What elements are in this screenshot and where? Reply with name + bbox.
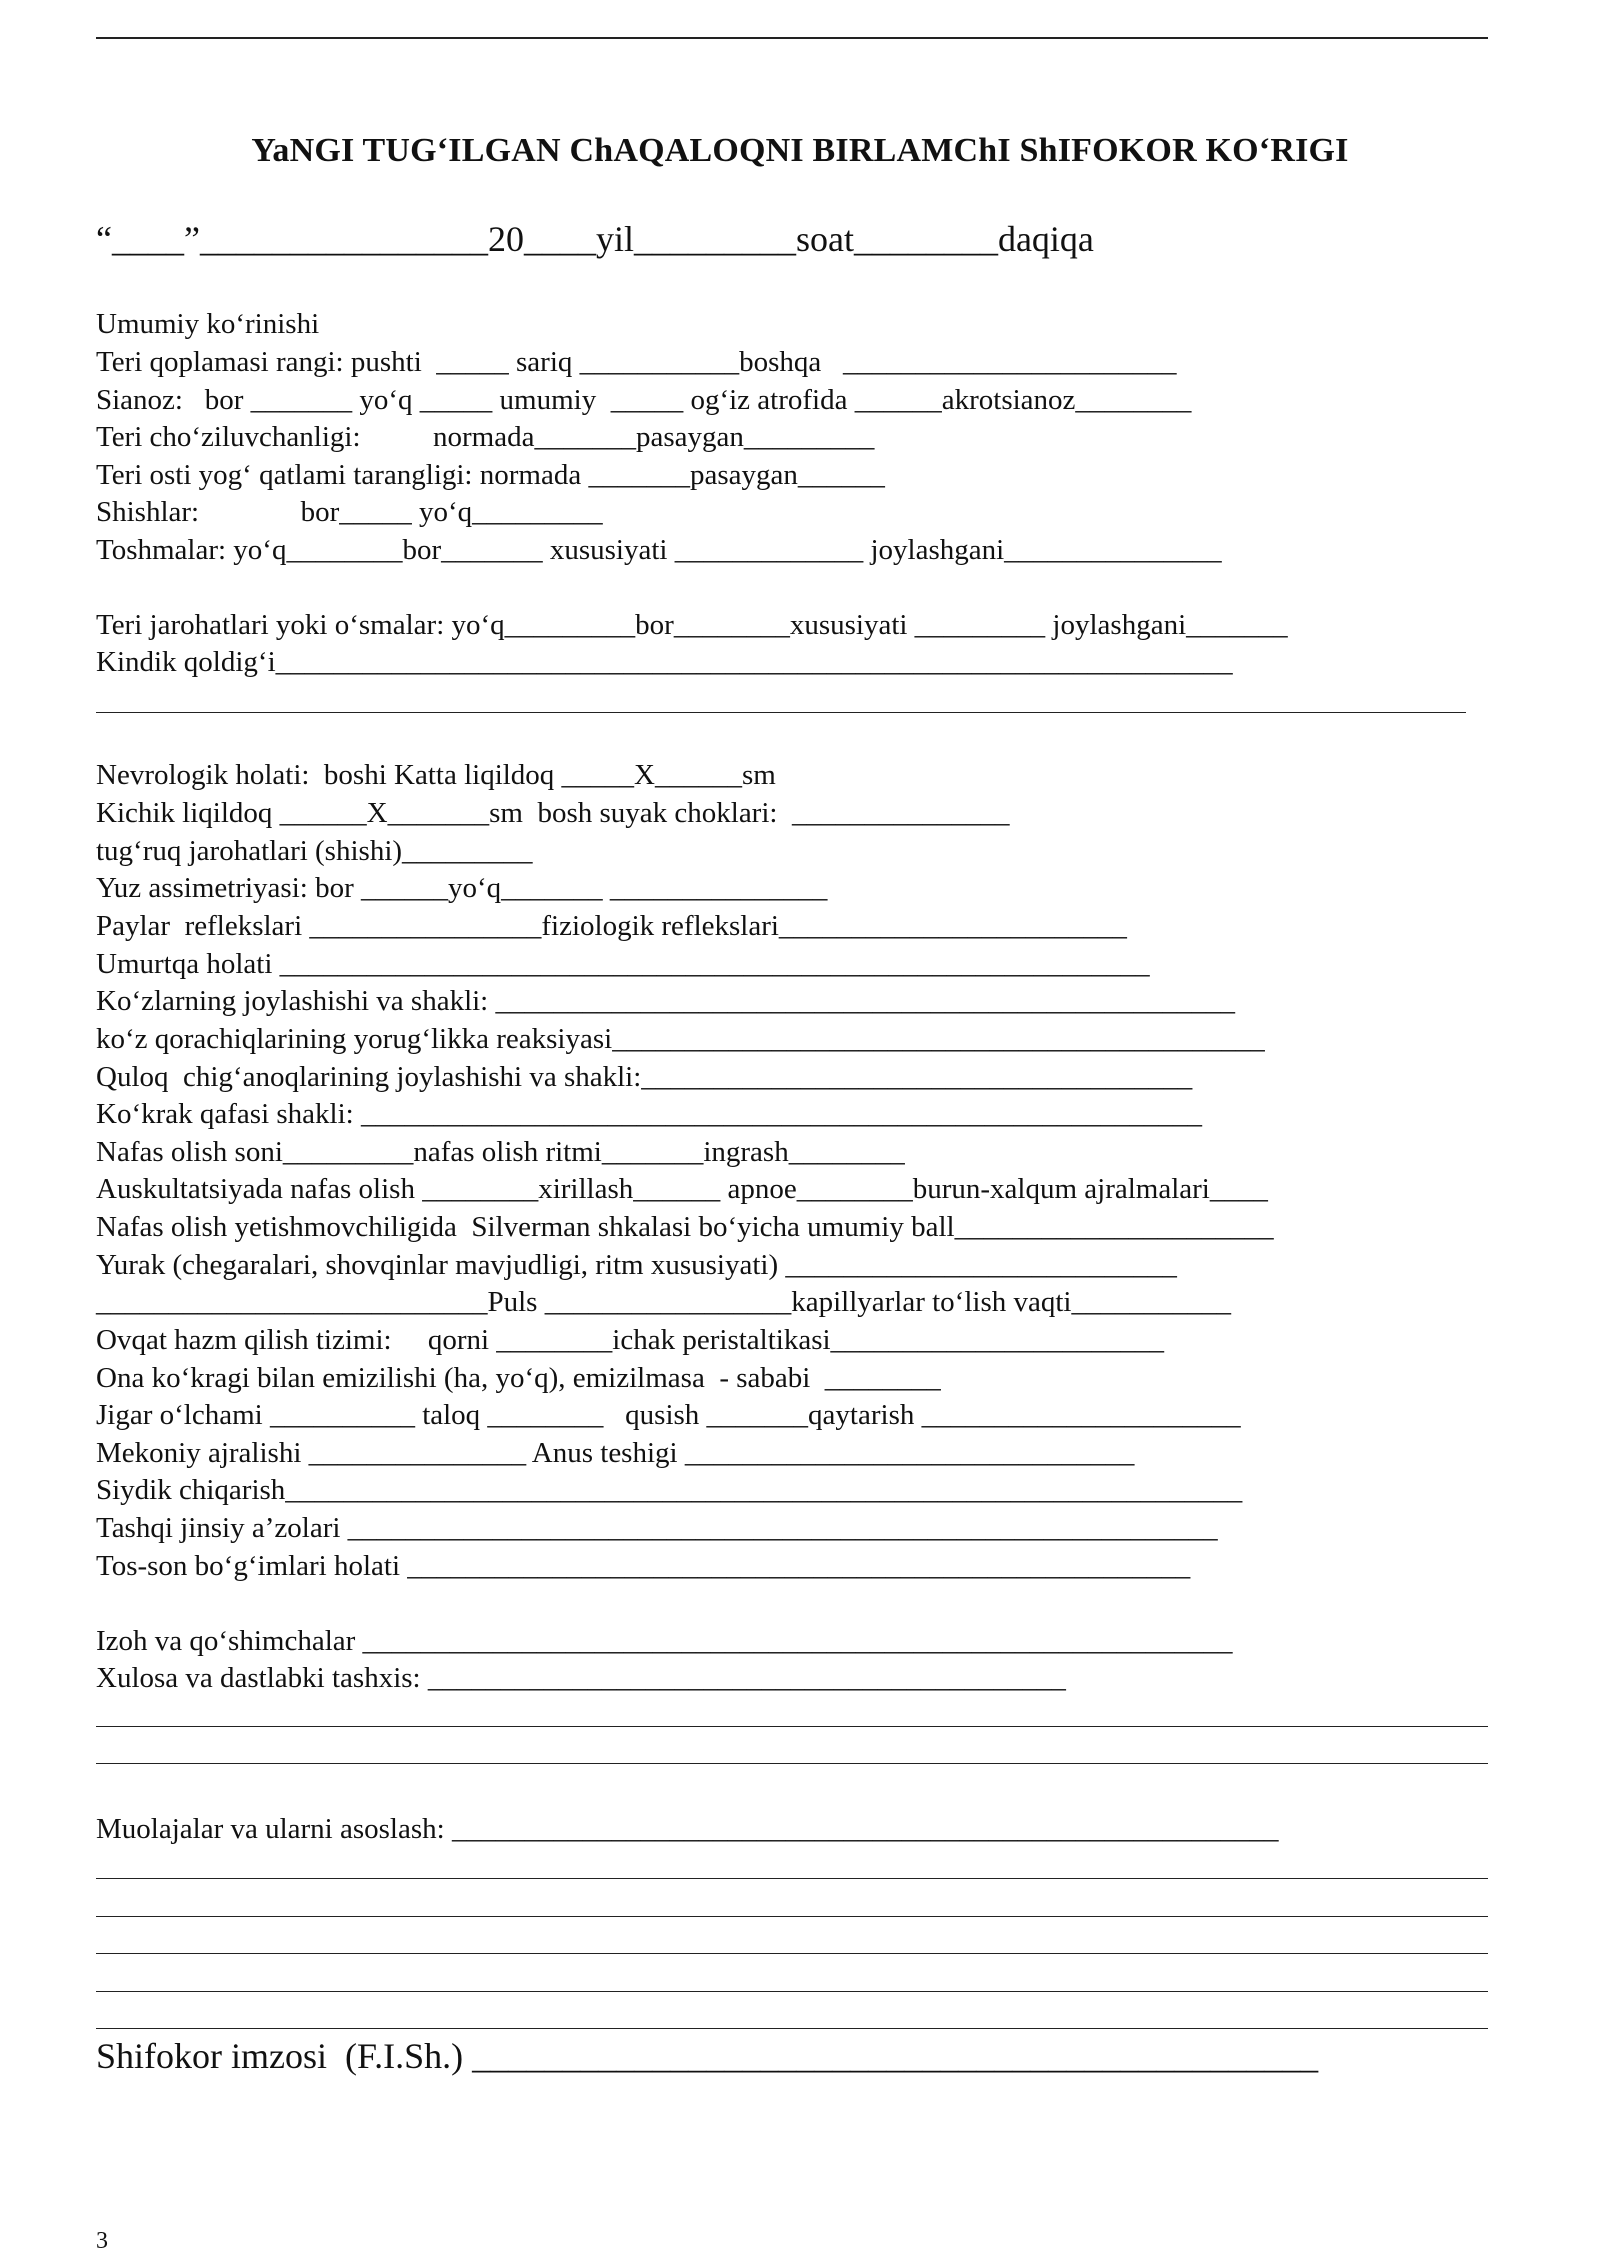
form-line-neurological-status: Nevrologik holati: boshi Katta liqildoq _____X______sm [96, 759, 776, 791]
form-line-subcutaneous-turgor: Teri osti yog‘ qatlami tarangligi: normada _______pasaygan______ [96, 459, 885, 491]
form-line-small-fontanelle: Kichik liqildoq ______X_______sm bosh suyak choklari: _______________ [96, 797, 1010, 829]
blank-rule [96, 1953, 1488, 1954]
header-rule [96, 37, 1488, 39]
form-line-liver-spleen: Jigar o‘lchami __________ taloq ________ qusish _______qaytarish ______________________ [96, 1399, 1241, 1431]
form-line-face-asymmetry: Yuz assimetriyasi: bor ______yo‘q_______ _______________ [96, 872, 828, 904]
date-time-line: “____”________________20____yil_________soat________daqiqa [96, 219, 1094, 259]
form-line-genitals: Tashqi jinsiy a’zolari ____________________________________________________________ [96, 1512, 1218, 1544]
form-line-skin-injuries: Teri jarohatlari yoki o‘smalar: yo‘q_________bor________xususiyati _________ joylashgani_______ [96, 609, 1288, 641]
form-line-spine: Umurtqa holati ____________________________________________________________ [96, 948, 1150, 980]
form-line-eyes: Ko‘zlarning joylashishi va shakli: ___________________________________________________ [96, 985, 1235, 1017]
page-title: YaNGI TUG‘ILGAN ChAQALOQNI BIRLAMChI ShIFOKOR KO‘RIGI [251, 132, 1349, 169]
form-line-birth-injuries: tug‘ruq jarohatlari (shishi)_________ [96, 835, 533, 867]
form-line-urination: Siydik chiqarish__________________________________________________________________ [96, 1474, 1243, 1506]
form-line-silverman-score: Nafas olish yetishmovchiligida Silverman shkalasi bo‘yicha umumiy ball______________________ [96, 1211, 1274, 1243]
blank-rule [96, 2028, 1488, 2029]
form-line-pulse: ___________________________Puls _________________kapillyarlar to‘lish vaqti___________ [96, 1286, 1231, 1318]
form-line-heart: Yurak (chegaralari, shovqinlar mavjudligi, ritm xususiyati) ___________________________ [96, 1249, 1177, 1281]
form-line-auscultation: Auskultatsiyada nafas olish ________xirillash______ apnoe________burun-xalqum ajralmalari____ [96, 1173, 1268, 1205]
form-line-skin-color: Teri qoplamasi rangi: pushti _____ sariq ___________boshqa _______________________ [96, 346, 1177, 378]
form-line-ears: Quloq chig‘anoqlarining joylashishi va shakli:______________________________________ [96, 1061, 1193, 1093]
blank-rule [96, 1763, 1488, 1764]
form-line-reflexes: Paylar reflekslari ________________fiziologik reflekslari________________________ [96, 910, 1127, 942]
page-number: 3 [96, 2228, 108, 2254]
form-line-breastfeeding: Ona ko‘kragi bilan emizilishi (ha, yo‘q), emizilmasa - sababi ________ [96, 1362, 941, 1394]
form-line-umbilical-stump: Kindik qoldig‘i__________________________________________________________________ [96, 646, 1233, 678]
blank-rule [96, 1726, 1488, 1727]
form-line-skin-elasticity: Teri cho‘ziluvchanligi: normada_______pasaygan_________ [96, 421, 875, 453]
form-line-hip-joints: Tos-son bo‘g‘imlari holati ______________________________________________________ [96, 1550, 1191, 1582]
form-line-cyanosis: Sianoz: bor _______ yo‘q _____ umumiy _____ og‘iz atrofida ______akrotsianoz________ [96, 384, 1192, 416]
blank-rule [96, 1916, 1488, 1917]
form-line-meconium: Mekoniy ajralishi _______________ Anus teshigi _______________________________ [96, 1437, 1135, 1469]
form-line-conclusion: Xulosa va dastlabki tashxis: ____________________________________________ [96, 1662, 1066, 1694]
form-line-treatments: Muolajalar va ularni asoslash: _________________________________________________________ [96, 1813, 1279, 1845]
form-line-chest-shape: Ko‘krak qafasi shakli: __________________________________________________________ [96, 1098, 1202, 1130]
form-line-notes: Izoh va qo‘shimchalar ____________________________________________________________ [96, 1625, 1233, 1657]
blank-rule [96, 712, 1466, 713]
form-line-rash: Toshmalar: yo‘q________bor_______ xususiyati _____________ joylashgani_______________ [96, 534, 1222, 566]
form-line-respiration-rate: Nafas olish soni_________nafas olish ritmi_______ingrash________ [96, 1136, 905, 1168]
blank-rule [96, 1991, 1488, 1992]
form-line-edema: Shishlar: bor_____ yo‘q_________ [96, 496, 603, 528]
form-line-general-appearance: Umumiy ko‘rinishi [96, 308, 320, 340]
form-line-pupil-reaction: ko‘z qorachiqlarining yorug‘likka reaksiyasi_____________________________________________ [96, 1023, 1265, 1055]
doctor-signature-line: Shifokor imzosi (F.I.Sh.) _______________________________________________ [96, 2036, 1319, 2076]
form-line-digestive-system: Ovqat hazm qilish tizimi: qorni ________ichak peristaltikasi_______________________ [96, 1324, 1165, 1356]
blank-rule [96, 1878, 1488, 1879]
